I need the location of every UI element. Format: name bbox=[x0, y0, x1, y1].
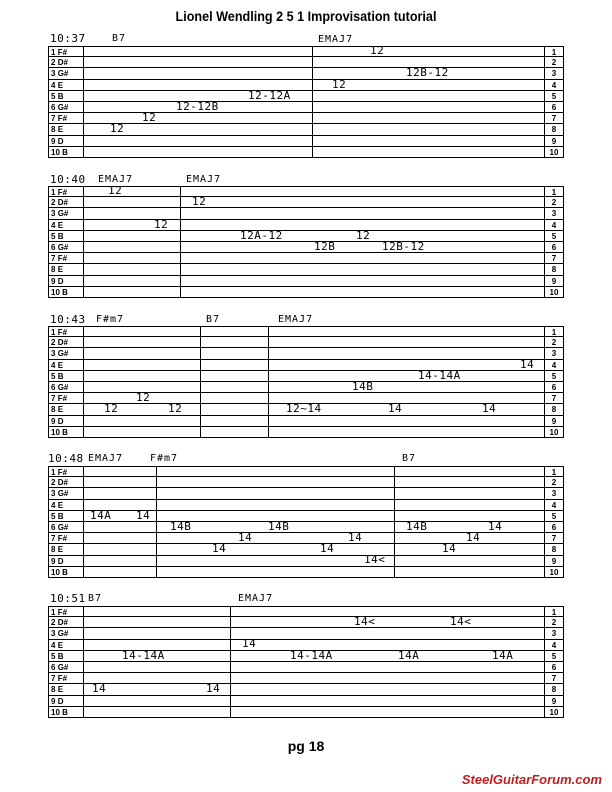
string-label: 3 G# bbox=[48, 68, 84, 79]
string-label: 8 E bbox=[48, 684, 84, 695]
string-number: 4 bbox=[544, 360, 564, 371]
string-number: 8 bbox=[544, 544, 564, 555]
tab-note: 14-14A bbox=[122, 649, 165, 662]
string-line bbox=[84, 136, 544, 147]
string-line bbox=[84, 500, 544, 511]
string-number: 4 bbox=[544, 500, 564, 511]
string-row bbox=[48, 91, 564, 102]
string-number: 8 bbox=[544, 124, 564, 135]
string-label: 3 G# bbox=[48, 348, 84, 359]
bar-line bbox=[180, 186, 181, 298]
string-line bbox=[84, 91, 544, 102]
tab-note: 14 bbox=[92, 682, 107, 695]
string-row bbox=[48, 707, 564, 718]
string-number: 10 bbox=[544, 427, 564, 438]
string-line bbox=[84, 382, 544, 393]
string-number: 8 bbox=[544, 404, 564, 415]
timestamp: 10:40 bbox=[50, 173, 86, 186]
bar-line bbox=[394, 466, 395, 578]
string-line bbox=[84, 57, 544, 68]
string-line bbox=[84, 371, 544, 382]
string-number: 6 bbox=[544, 382, 564, 393]
string-number: 3 bbox=[544, 628, 564, 639]
string-label: 1 F# bbox=[48, 606, 84, 617]
chord-symbol: B7 bbox=[206, 314, 221, 325]
string-line bbox=[84, 197, 544, 208]
timestamp: 10:51 bbox=[50, 592, 86, 605]
string-label: 4 E bbox=[48, 640, 84, 651]
tab-note: 12 bbox=[332, 78, 347, 91]
string-number: 5 bbox=[544, 371, 564, 382]
string-row bbox=[48, 242, 564, 253]
tab-note: 14 bbox=[212, 542, 227, 555]
timestamp: 10:37 bbox=[50, 32, 86, 45]
string-line bbox=[84, 147, 544, 158]
timestamp: 10:43 bbox=[50, 313, 86, 326]
string-label: 8 E bbox=[48, 544, 84, 555]
string-label: 3 G# bbox=[48, 488, 84, 499]
string-line bbox=[84, 628, 544, 639]
string-label: 8 E bbox=[48, 404, 84, 415]
string-number: 6 bbox=[544, 522, 564, 533]
string-number: 1 bbox=[544, 466, 564, 477]
bar-line bbox=[312, 46, 313, 158]
string-line bbox=[84, 696, 544, 707]
string-number: 5 bbox=[544, 91, 564, 102]
string-label: 5 B bbox=[48, 231, 84, 242]
string-line bbox=[84, 488, 544, 499]
tab-note: 12B bbox=[314, 240, 336, 253]
tab-note: 12 bbox=[370, 44, 385, 57]
string-number: 6 bbox=[544, 242, 564, 253]
string-row bbox=[48, 57, 564, 68]
string-number: 6 bbox=[544, 102, 564, 113]
string-line bbox=[84, 427, 544, 438]
string-row bbox=[48, 500, 564, 511]
string-number: 9 bbox=[544, 696, 564, 707]
string-label: 9 D bbox=[48, 136, 84, 147]
string-label: 7 F# bbox=[48, 113, 84, 124]
string-label: 6 G# bbox=[48, 522, 84, 533]
string-row bbox=[48, 511, 564, 522]
string-number: 3 bbox=[544, 348, 564, 359]
string-line bbox=[84, 673, 544, 684]
string-label: 10 B bbox=[48, 427, 84, 438]
string-row bbox=[48, 606, 564, 617]
chord-symbol: EMAJ7 bbox=[318, 34, 354, 45]
string-line bbox=[84, 264, 544, 275]
chord-symbol: EMAJ7 bbox=[98, 174, 134, 185]
string-row bbox=[48, 124, 564, 135]
string-line bbox=[84, 544, 544, 555]
string-number: 4 bbox=[544, 220, 564, 231]
string-label: 5 B bbox=[48, 511, 84, 522]
tab-note: 12~14 bbox=[286, 402, 322, 415]
tab-note: 12 bbox=[356, 229, 371, 242]
string-row bbox=[48, 326, 564, 337]
string-label: 8 E bbox=[48, 264, 84, 275]
string-line bbox=[84, 253, 544, 264]
string-number: 3 bbox=[544, 488, 564, 499]
string-line bbox=[84, 80, 544, 91]
tab-note: 14 bbox=[466, 531, 481, 544]
tab-note: 14< bbox=[450, 615, 472, 628]
tab-note: 14A bbox=[90, 509, 112, 522]
tab-note: 14 bbox=[206, 682, 221, 695]
string-label: 7 F# bbox=[48, 533, 84, 544]
string-row bbox=[48, 617, 564, 628]
string-row bbox=[48, 276, 564, 287]
string-label: 3 G# bbox=[48, 208, 84, 219]
string-number: 10 bbox=[544, 287, 564, 298]
tab-note: 14 bbox=[320, 542, 335, 555]
string-row bbox=[48, 102, 564, 113]
string-number: 5 bbox=[544, 231, 564, 242]
string-number: 1 bbox=[544, 186, 564, 197]
string-row bbox=[48, 220, 564, 231]
string-number: 2 bbox=[544, 57, 564, 68]
chord-symbol: B7 bbox=[112, 33, 127, 44]
string-number: 8 bbox=[544, 684, 564, 695]
tab-note: 12-12A bbox=[248, 89, 291, 102]
string-line bbox=[84, 567, 544, 578]
string-number: 1 bbox=[544, 606, 564, 617]
string-row bbox=[48, 662, 564, 673]
string-label: 7 F# bbox=[48, 673, 84, 684]
tab-note: 14 bbox=[482, 402, 497, 415]
tab-note: 12 bbox=[168, 402, 183, 415]
string-row bbox=[48, 186, 564, 197]
string-label: 4 E bbox=[48, 220, 84, 231]
tab-note: 14A bbox=[492, 649, 514, 662]
tab-note: 12 bbox=[142, 111, 157, 124]
string-label: 5 B bbox=[48, 651, 84, 662]
string-label: 9 D bbox=[48, 556, 84, 567]
string-row bbox=[48, 544, 564, 555]
chord-symbol: F#m7 bbox=[96, 314, 125, 325]
string-label: 2 D# bbox=[48, 197, 84, 208]
string-line bbox=[84, 348, 544, 359]
string-label: 4 E bbox=[48, 500, 84, 511]
tab-note: 14< bbox=[354, 615, 376, 628]
string-label: 10 B bbox=[48, 147, 84, 158]
string-label: 6 G# bbox=[48, 662, 84, 673]
string-label: 2 D# bbox=[48, 477, 84, 488]
string-label: 5 B bbox=[48, 371, 84, 382]
string-label: 2 D# bbox=[48, 617, 84, 628]
string-number: 7 bbox=[544, 393, 564, 404]
string-number: 1 bbox=[544, 46, 564, 57]
string-row bbox=[48, 253, 564, 264]
tab-note: 14B bbox=[268, 520, 290, 533]
tab-note: 12-12B bbox=[176, 100, 219, 113]
string-line bbox=[84, 466, 544, 477]
string-number: 7 bbox=[544, 113, 564, 124]
string-row bbox=[48, 197, 564, 208]
string-row bbox=[48, 113, 564, 124]
string-row bbox=[48, 371, 564, 382]
tab-note: 14< bbox=[364, 553, 386, 566]
string-line bbox=[84, 477, 544, 488]
string-number: 4 bbox=[544, 80, 564, 91]
string-line bbox=[84, 124, 544, 135]
string-label: 4 E bbox=[48, 360, 84, 371]
tab-note: 14A bbox=[398, 649, 420, 662]
string-label: 10 B bbox=[48, 707, 84, 718]
string-number: 9 bbox=[544, 276, 564, 287]
string-number: 10 bbox=[544, 567, 564, 578]
string-row bbox=[48, 466, 564, 477]
string-number: 4 bbox=[544, 640, 564, 651]
string-number: 5 bbox=[544, 511, 564, 522]
string-number: 10 bbox=[544, 147, 564, 158]
chord-symbol: EMAJ7 bbox=[278, 314, 314, 325]
tab-note: 12 bbox=[108, 184, 123, 197]
string-label: 8 E bbox=[48, 124, 84, 135]
string-row bbox=[48, 533, 564, 544]
string-row bbox=[48, 673, 564, 684]
bar-line bbox=[268, 326, 269, 438]
chord-symbol: F#m7 bbox=[150, 453, 179, 464]
chord-symbol: EMAJ7 bbox=[238, 593, 274, 604]
tab-note: 14-14A bbox=[290, 649, 333, 662]
string-row bbox=[48, 287, 564, 298]
chord-symbol: B7 bbox=[88, 593, 103, 604]
string-number: 5 bbox=[544, 651, 564, 662]
string-row bbox=[48, 628, 564, 639]
string-row bbox=[48, 382, 564, 393]
tab-note: 14B bbox=[406, 520, 428, 533]
string-number: 2 bbox=[544, 197, 564, 208]
string-label: 9 D bbox=[48, 696, 84, 707]
bar-line bbox=[200, 326, 201, 438]
string-row bbox=[48, 522, 564, 533]
string-label: 5 B bbox=[48, 91, 84, 102]
tab-note: 12 bbox=[110, 122, 125, 135]
string-row bbox=[48, 684, 564, 695]
string-line bbox=[84, 707, 544, 718]
string-label: 6 G# bbox=[48, 102, 84, 113]
string-row bbox=[48, 488, 564, 499]
string-row bbox=[48, 553, 564, 567]
string-number: 7 bbox=[544, 673, 564, 684]
tab-note: 14 bbox=[242, 637, 257, 650]
string-label: 6 G# bbox=[48, 242, 84, 253]
string-line bbox=[84, 276, 544, 287]
timestamp: 10:48 bbox=[48, 452, 84, 465]
string-line bbox=[84, 662, 544, 673]
string-row bbox=[48, 80, 564, 91]
string-number: 10 bbox=[544, 707, 564, 718]
string-line bbox=[84, 511, 544, 522]
string-label: 2 D# bbox=[48, 337, 84, 348]
string-line bbox=[84, 68, 544, 79]
string-label: 7 F# bbox=[48, 393, 84, 404]
string-label: 1 F# bbox=[48, 186, 84, 197]
string-label: 2 D# bbox=[48, 57, 84, 68]
string-label: 10 B bbox=[48, 567, 84, 578]
string-number: 9 bbox=[544, 136, 564, 147]
tab-note: 14-14A bbox=[418, 369, 461, 382]
tab-note: 14 bbox=[388, 402, 403, 415]
string-number: 8 bbox=[544, 264, 564, 275]
string-line bbox=[84, 606, 544, 617]
string-row bbox=[48, 567, 564, 578]
chord-symbol: EMAJ7 bbox=[88, 453, 124, 464]
string-row bbox=[48, 348, 564, 359]
string-row bbox=[48, 477, 564, 488]
tab-note: 14 bbox=[238, 531, 253, 544]
tab-note: 14B bbox=[170, 520, 192, 533]
string-number: 7 bbox=[544, 253, 564, 264]
string-row bbox=[48, 208, 564, 219]
string-line bbox=[84, 337, 544, 348]
tab-note: 14 bbox=[136, 509, 151, 522]
string-row bbox=[48, 68, 564, 79]
tab-note: 14 bbox=[488, 520, 503, 533]
string-label: 10 B bbox=[48, 287, 84, 298]
tab-note: 14B bbox=[352, 380, 374, 393]
string-label: 9 D bbox=[48, 416, 84, 427]
chord-symbol: B7 bbox=[402, 453, 417, 464]
string-number: 2 bbox=[544, 337, 564, 348]
string-row bbox=[48, 231, 564, 242]
string-number: 2 bbox=[544, 477, 564, 488]
string-number: 6 bbox=[544, 662, 564, 673]
string-row bbox=[48, 696, 564, 707]
string-row bbox=[48, 136, 564, 147]
footer-watermark: SteelGuitarForum.com bbox=[461, 772, 602, 787]
string-row bbox=[48, 427, 564, 438]
string-number: 9 bbox=[544, 416, 564, 427]
string-line bbox=[84, 186, 544, 197]
string-row bbox=[48, 360, 564, 371]
string-number: 7 bbox=[544, 533, 564, 544]
string-line bbox=[84, 553, 544, 567]
string-row bbox=[48, 337, 564, 348]
tab-note: 12 bbox=[192, 195, 207, 208]
string-line bbox=[84, 220, 544, 231]
tab-note: 12A-12 bbox=[240, 229, 283, 242]
string-label: 4 E bbox=[48, 80, 84, 91]
string-label: 9 D bbox=[48, 276, 84, 287]
tab-note: 12B-12 bbox=[406, 66, 449, 79]
string-row bbox=[48, 147, 564, 158]
string-line bbox=[84, 416, 544, 427]
tab-note: 12 bbox=[104, 402, 119, 415]
string-line bbox=[84, 287, 544, 298]
page-title: Lionel Wendling 2 5 1 Improvisation tutorial bbox=[175, 8, 437, 24]
bar-line bbox=[230, 606, 231, 718]
string-row bbox=[48, 264, 564, 275]
page-number: pg 18 bbox=[287, 738, 325, 754]
string-line bbox=[84, 208, 544, 219]
chord-symbol: EMAJ7 bbox=[186, 174, 222, 185]
string-label: 6 G# bbox=[48, 382, 84, 393]
tab-note: 12 bbox=[136, 391, 151, 404]
tab-note: 14 bbox=[442, 542, 457, 555]
string-line bbox=[84, 326, 544, 337]
tab-note: 14 bbox=[520, 358, 535, 371]
string-label: 3 G# bbox=[48, 628, 84, 639]
string-number: 9 bbox=[544, 556, 564, 567]
string-number: 2 bbox=[544, 617, 564, 628]
string-line bbox=[84, 617, 544, 628]
string-row bbox=[48, 416, 564, 427]
string-label: 1 F# bbox=[48, 466, 84, 477]
string-line bbox=[84, 360, 544, 371]
string-row bbox=[48, 46, 564, 57]
string-number: 3 bbox=[544, 208, 564, 219]
string-label: 7 F# bbox=[48, 253, 84, 264]
string-line bbox=[84, 46, 544, 57]
string-line bbox=[84, 684, 544, 695]
string-label: 1 F# bbox=[48, 46, 84, 57]
tab-note: 12 bbox=[154, 218, 169, 231]
bar-line bbox=[156, 466, 157, 578]
tab-note: 12B-12 bbox=[382, 240, 425, 253]
string-number: 3 bbox=[544, 68, 564, 79]
string-label: 1 F# bbox=[48, 326, 84, 337]
string-number: 1 bbox=[544, 326, 564, 337]
tab-note: 14 bbox=[348, 531, 363, 544]
